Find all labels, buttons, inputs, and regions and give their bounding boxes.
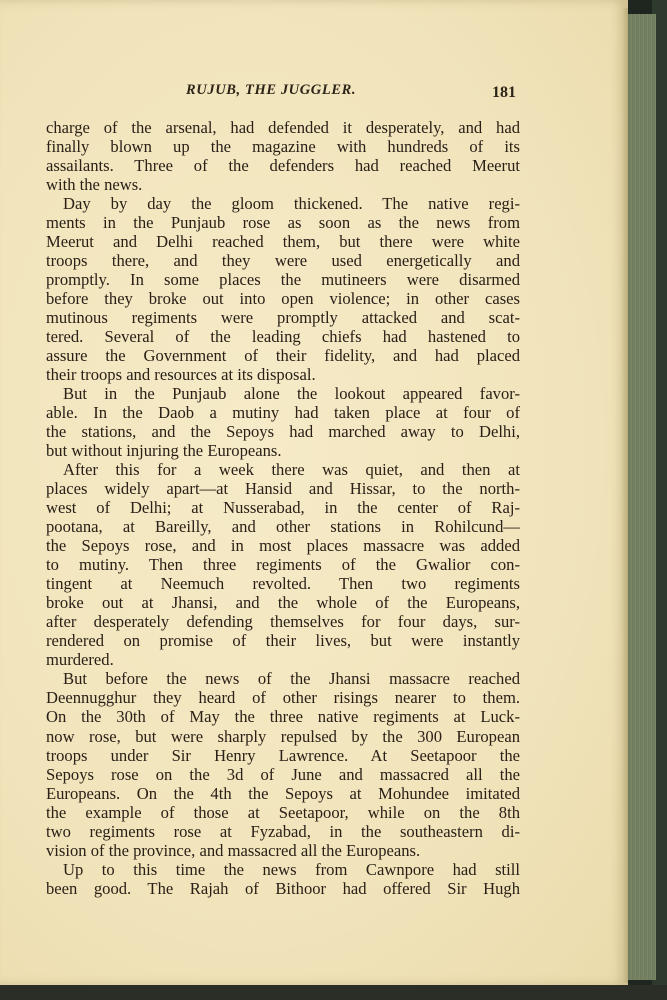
text-line: their troops and resources at its disposal. [46, 365, 316, 385]
text-line: Day by day the gloom thickened. The native regi- [63, 194, 520, 214]
text-line: assure the Government of their fidelity, and had placed [46, 346, 520, 366]
text-line: rendered on promise of their lives, but were instantly [46, 631, 520, 651]
text-line: now rose, but were sharply repulsed by the 300 European [46, 726, 520, 746]
text-line: But in the Punjaub alone the lookout appeared favor- [63, 384, 520, 404]
text-line: mutinous regiments were promptly attacked and scat- [46, 308, 520, 328]
text-line: tingent at Neemuch revolted. Then two regiments [46, 574, 520, 594]
text-line: the example of those at Seetapoor, while on the 8th [46, 802, 520, 822]
text-line: But before the news of the Jhansi massacre reached [63, 669, 520, 689]
text-line: vision of the province, and massacred all the Europeans. [46, 840, 421, 860]
text-line: finally blown up the magazine with hundreds of its [46, 137, 520, 157]
text-line: Up to this time the news from Cawnpore had still [63, 859, 520, 879]
body-text [46, 118, 520, 898]
text-line: able. In the Daob a mutiny had taken place at four of [46, 403, 520, 423]
text-line: places widely apart—at Hansid and Hissar, to the north- [46, 479, 520, 499]
text-line: the Sepoys rose, and in most places massacre was added [46, 536, 520, 556]
text-line: charge of the arsenal, had defended it desperately, and had [46, 118, 520, 137]
page-header [46, 80, 520, 104]
scan-background [0, 985, 667, 1000]
text-line: pootana, at Bareilly, and other stations in Rohilcund— [46, 517, 520, 537]
text-line: After this for a week there was quiet, and then at [63, 460, 520, 480]
text-line: been good. The Rajah of Bithoor had offered Sir Hugh [46, 878, 520, 898]
text-line: Meerut and Delhi reached them, but there were white [46, 232, 520, 252]
text-line: tered. Several of the leading chiefs had hastened to [46, 327, 520, 347]
text-line: before they broke out into open violence; in other cases [46, 289, 520, 309]
page-number: 181 [492, 84, 516, 101]
text-line: with the news. [46, 175, 143, 195]
text-line: ments in the Punjaub rose as soon as the news from [46, 213, 520, 233]
text-line: two regiments rose at Fyzabad, in the southeastern di- [46, 821, 520, 841]
text-line: to mutiny. Then three regiments of the Gwalior con- [46, 555, 520, 575]
text-line: assailants. Three of the defenders had reached Meerut [46, 156, 520, 176]
text-line: but without injuring the Europeans. [46, 441, 282, 461]
text-line: Sepoys rose on the 3d of June and massacred all the [46, 764, 520, 784]
text-line: murdered. [46, 650, 114, 670]
text-line: after desperately defending themselves for four days, sur- [46, 612, 520, 632]
text-line: promptly. In some places the mutineers were disarmed [46, 270, 520, 290]
page-fore-edge [626, 14, 656, 980]
text-line: troops there, and they were used energetically and [46, 251, 520, 271]
text-line: west of Delhi; at Nusserabad, in the center of Raj- [46, 498, 520, 518]
text-line: the stations, and the Sepoys had marched away to Delhi, [46, 422, 520, 442]
text-line: Europeans. On the 4th the Sepoys at Mohundee imitated [46, 783, 520, 803]
page-edge-shadow [622, 8, 628, 983]
text-line: Deennugghur they heard of other risings nearer to them. [46, 688, 520, 708]
running-title: RUJUB, THE JUGGLER. [186, 82, 357, 98]
text-line: On the 30th of May the three native regiments at Luck- [46, 707, 520, 727]
text-line: broke out at Jhansi, and the whole of the Europeans, [46, 593, 520, 613]
text-line: troops under Sir Henry Lawrence. At Seetapoor the [46, 745, 520, 765]
